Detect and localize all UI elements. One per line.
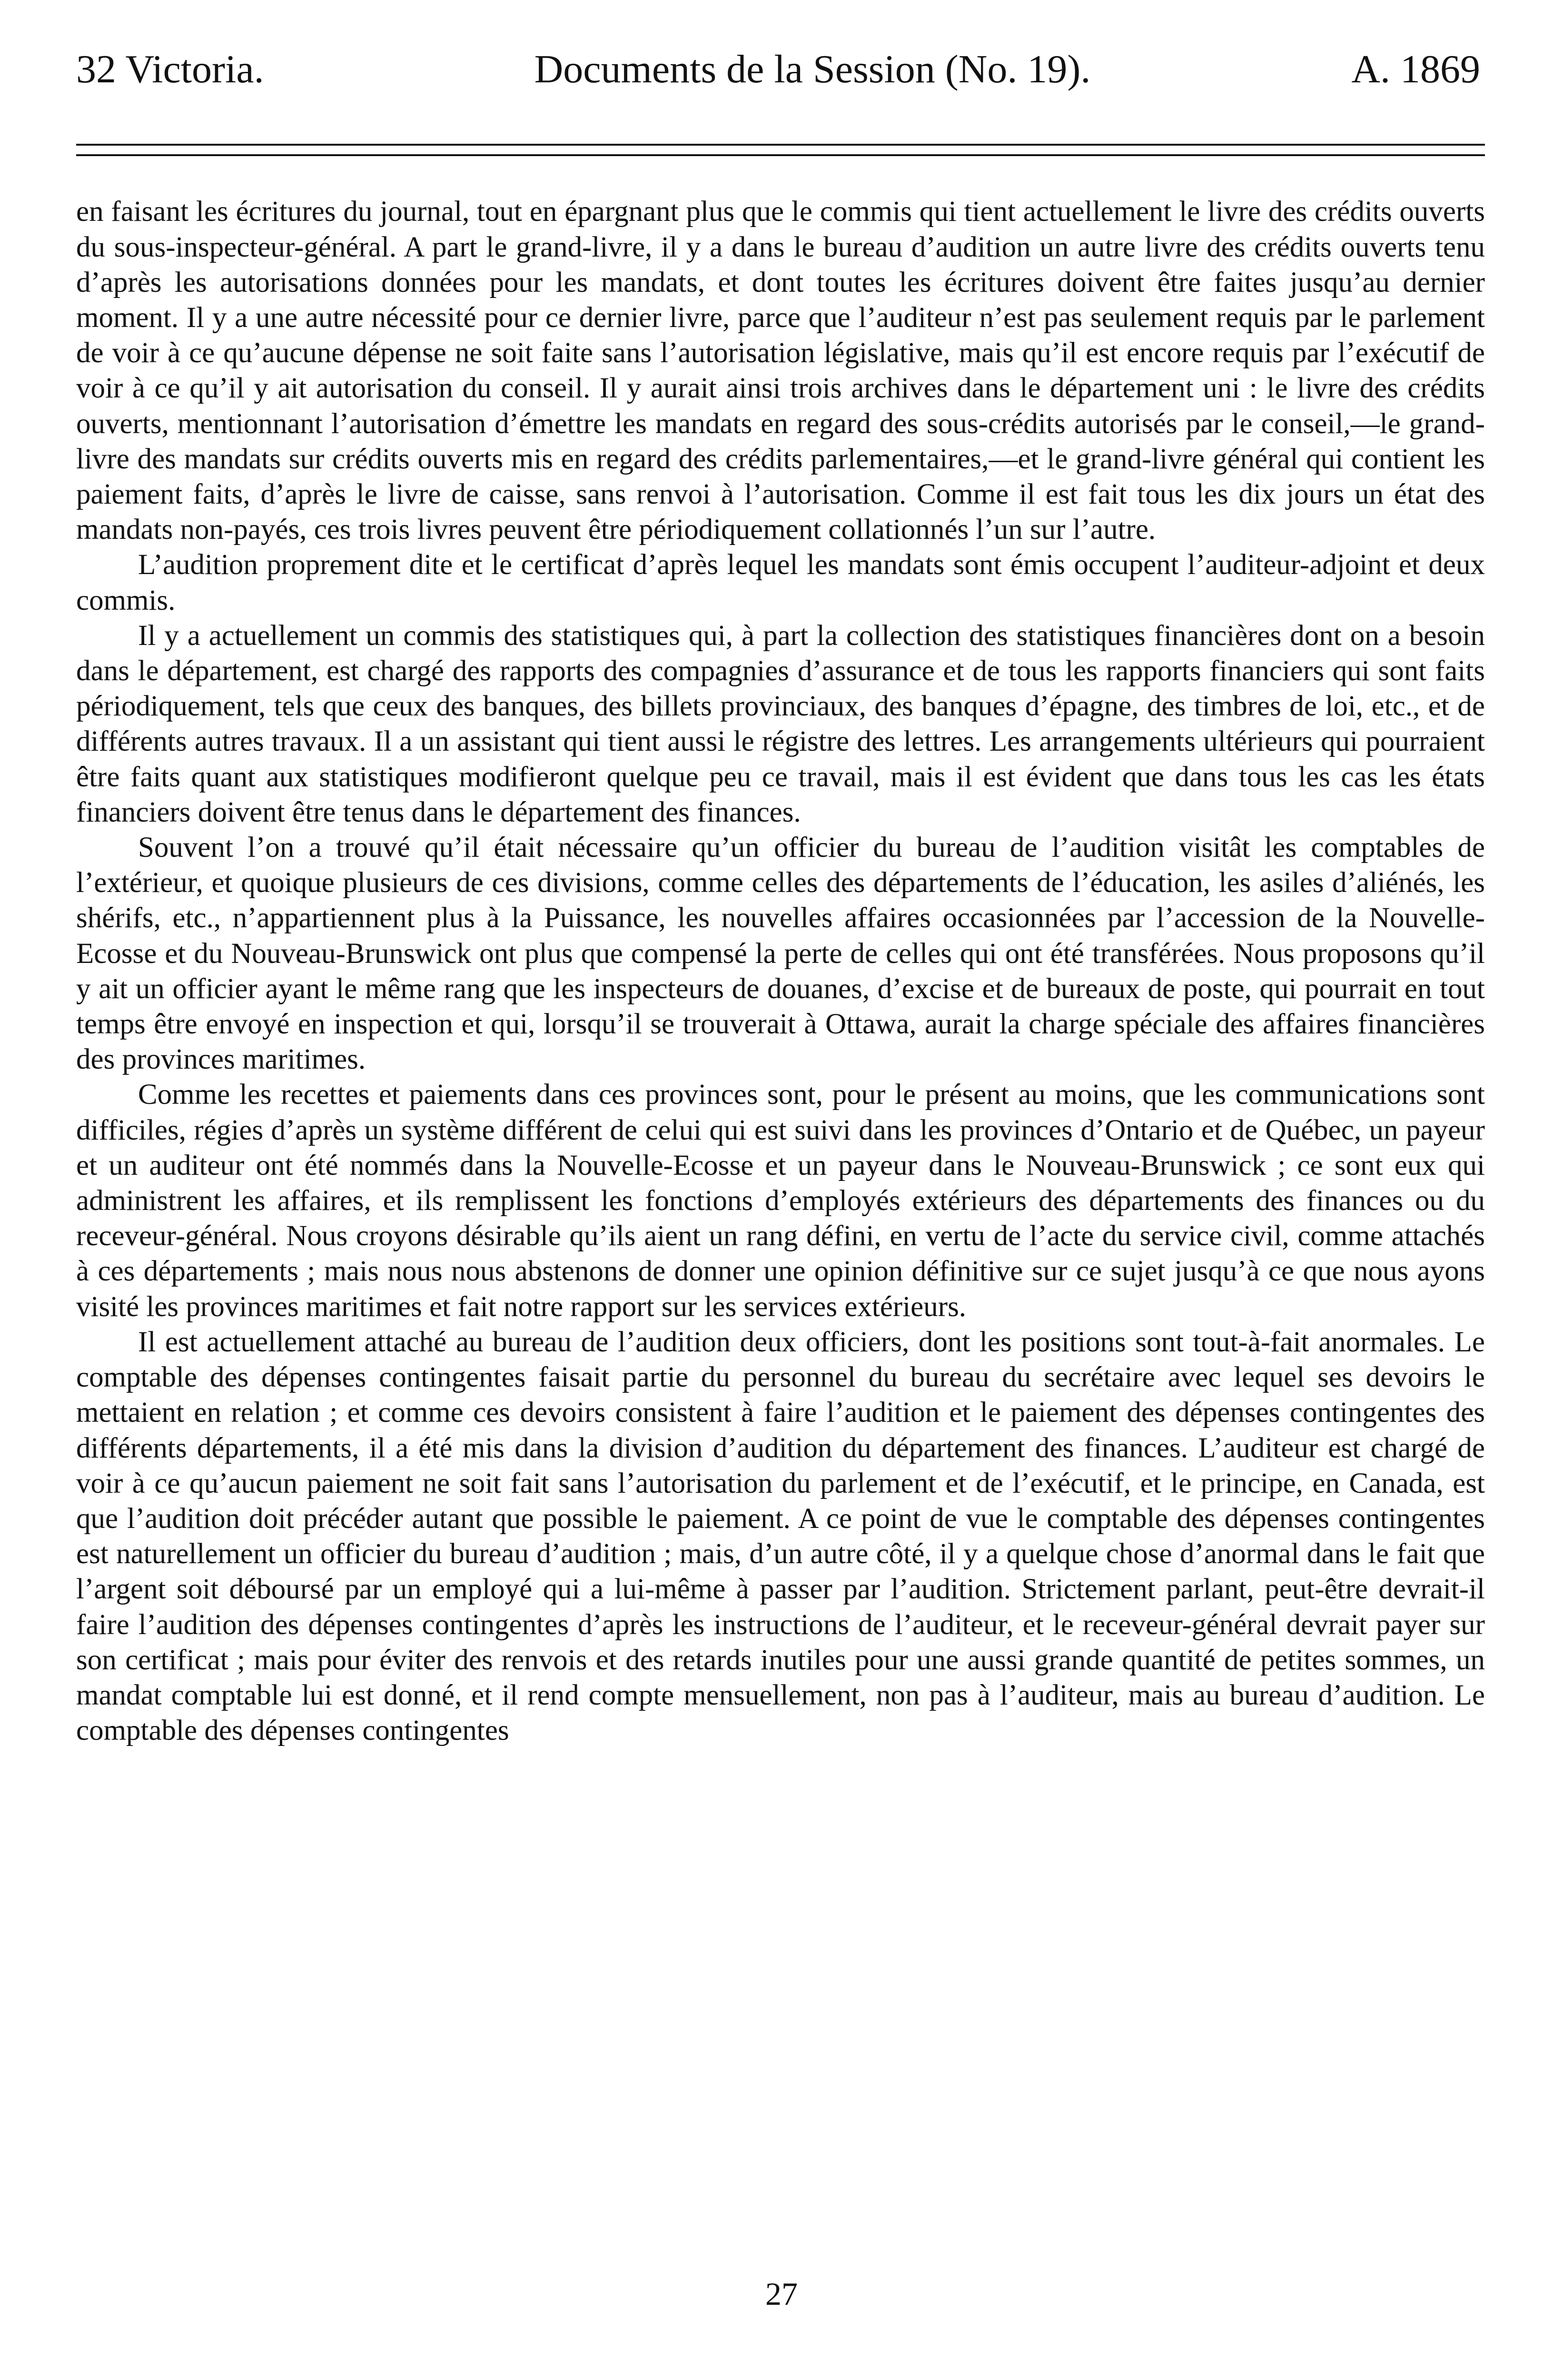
paragraph-6: Il est actuellement attaché au bureau de l’audition deux officiers, dont les positions sont tout-à-fait anormales. Le comptable des dépenses contingentes faisait partie du personnel du bureau du secrétaire avec lequel ses devoirs le mettaient en relation ; et comme ces devoirs consistent à faire l’audition et le paiement des dépenses contingentes des différents départements, il a été mis dans la division d’audition du département des finances. L’auditeur est chargé de voir à ce qu’aucun paiement ne soit fait sans l’autorisation du parlement et de l’exécutif, et le principe, en Canada, est que l’audition doit précéder autant que possible le paiement. A ce point de vue le comptable des dépenses contingentes est naturellement un officier du bureau d’audition ; mais, d’un autre côté, il y a quelque chose d’anormal dans le fait que l’argent soit déboursé par un employé qui a lui-même à passer par l’audition. Strictement parlant, peut-être devrait-il faire l’audition des dépenses contingentes d’après les instructions de l’auditeur, et le receveur-général devrait payer sur son certificat ; mais pour éviter des renvois et des retards inutiles pour une aussi grande quantité de petites sommes, un mandat comptable lui est donné, et il rend compte mensuellement, non pas à l’auditeur, mais au bureau d’audition. Le comptable des dépenses contingentes (76, 1326, 1485, 1747)
body-text (76, 194, 1485, 1748)
paragraph-4: Souvent l’on a trouvé qu’il était nécessaire qu’un officier du bureau de l’audition visitât les comptables de l’extérieur, et quoique plusieurs de ces divisions, comme celles des départements de l’éducation, les asiles d’aliénés, les shérifs, etc., n’appartiennent plus à la Puissance, les nouvelles affaires occasionnées par l’accession de la Nouvelle-Ecosse et du Nouveau-Brunswick ont plus que compensé la perte de celles qui ont été transférées. Nous proposons qu’il y ait un officier ayant le même rang que les inspecteurs de douanes, d’excise et de bureaux de poste, qui pourrait en tout temps être envoyé en inspection et qui, lorsqu’il se trouverait à Ottawa, aurait la charge spéciale des affaires financières des provinces maritimes. (76, 832, 1485, 1076)
document-page (76, 48, 1485, 1748)
header-document-title: Documents de la Session (No. 19). (534, 47, 1091, 91)
header-double-rule (76, 144, 1485, 156)
page-number: 27 (765, 2276, 798, 2312)
paragraph-1: en faisant les écritures du journal, tout en épargnant plus que le commis qui tient actuellement le livre des crédits ouverts du sous-inspecteur-général. A part le grand-livre, il y a dans le bureau d’audition un autre livre des crédits ouverts tenu d’après les autorisations données pour les mandats, et dont toutes les écritures doivent être faites jusqu’au dernier moment. Il y a une autre nécessité pour ce dernier livre, parce que l’auditeur n’est pas seulement requis par le parlement de voir à ce qu’aucune dépense ne soit faite sans l’autorisation législative, mais qu’il est encore requis par l’exécutif de voir à ce qu’il y ait autorisation du conseil. Il y aurait ainsi trois archives dans le département uni : le livre des crédits ouverts, mentionnant l’autorisation d’émettre les mandats en regard des sous-crédits autorisés par le conseil,—le grand-livre des mandats sur crédits ouverts mis en regard des crédits parlementaires,—et le grand-livre général qui contient les paiement faits, d’après le livre de caisse, sans renvoi à l’autorisation. Comme il est fait tous les dix jours un état des mandats non-payés, ces trois livres peuvent être périodiquement collationnés l’un sur l’autre. (76, 196, 1485, 546)
running-header (76, 48, 1485, 91)
header-volume-year: A. 1869 (1351, 47, 1480, 91)
paragraph-5: Comme les recettes et paiements dans ces provinces sont, pour le présent au moins, que les communications sont difficiles, régies d’après un système différent de celui qui est suivi dans les provinces d’Ontario et de Québec, un payeur et un auditeur ont été nommés dans la Nouvelle-Ecosse et un payeur dans le Nouveau-Brunswick ; ce sont eux qui administrent les affaires, et ils remplissent les fonctions d’employés extérieurs des départements des finances ou du receveur-général. Nous croyons désirable qu’ils aient un rang défini, en vertu de l’acte du service civil, comme attachés à ces départements ; mais nous nous abstenons de donner une opinion définitive sur ce sujet jusqu’à ce que nous ayons visité les provinces maritimes et fait notre rapport sur les services extérieurs. (76, 1079, 1485, 1323)
paragraph-3: Il y a actuellement un commis des statistiques qui, à part la collection des statistiques financières dont on a besoin dans le département, est chargé des rapports des compagnies d’assurance et de tous les rapports financiers qui sont faits périodiquement, tels que ceux des banques, des billets provinciaux, des banques d’épagne, des timbres de loi, etc., et de différents autres travaux. Il a un assistant qui tient aussi le régistre des lettres. Les arrangements ultérieurs qui pourraient être faits quant aux statistiques modifieront quelque peu ce travail, mais il est évident que dans tous les cas les états financiers doivent être tenus dans le département des finances. (76, 619, 1485, 828)
paragraph-2: L’audition proprement dite et le certificat d’après lequel les mandats sont émis occupent l’auditeur-adjoint et deux commis. (76, 549, 1485, 616)
header-session-year: 32 Victoria. (76, 47, 264, 91)
